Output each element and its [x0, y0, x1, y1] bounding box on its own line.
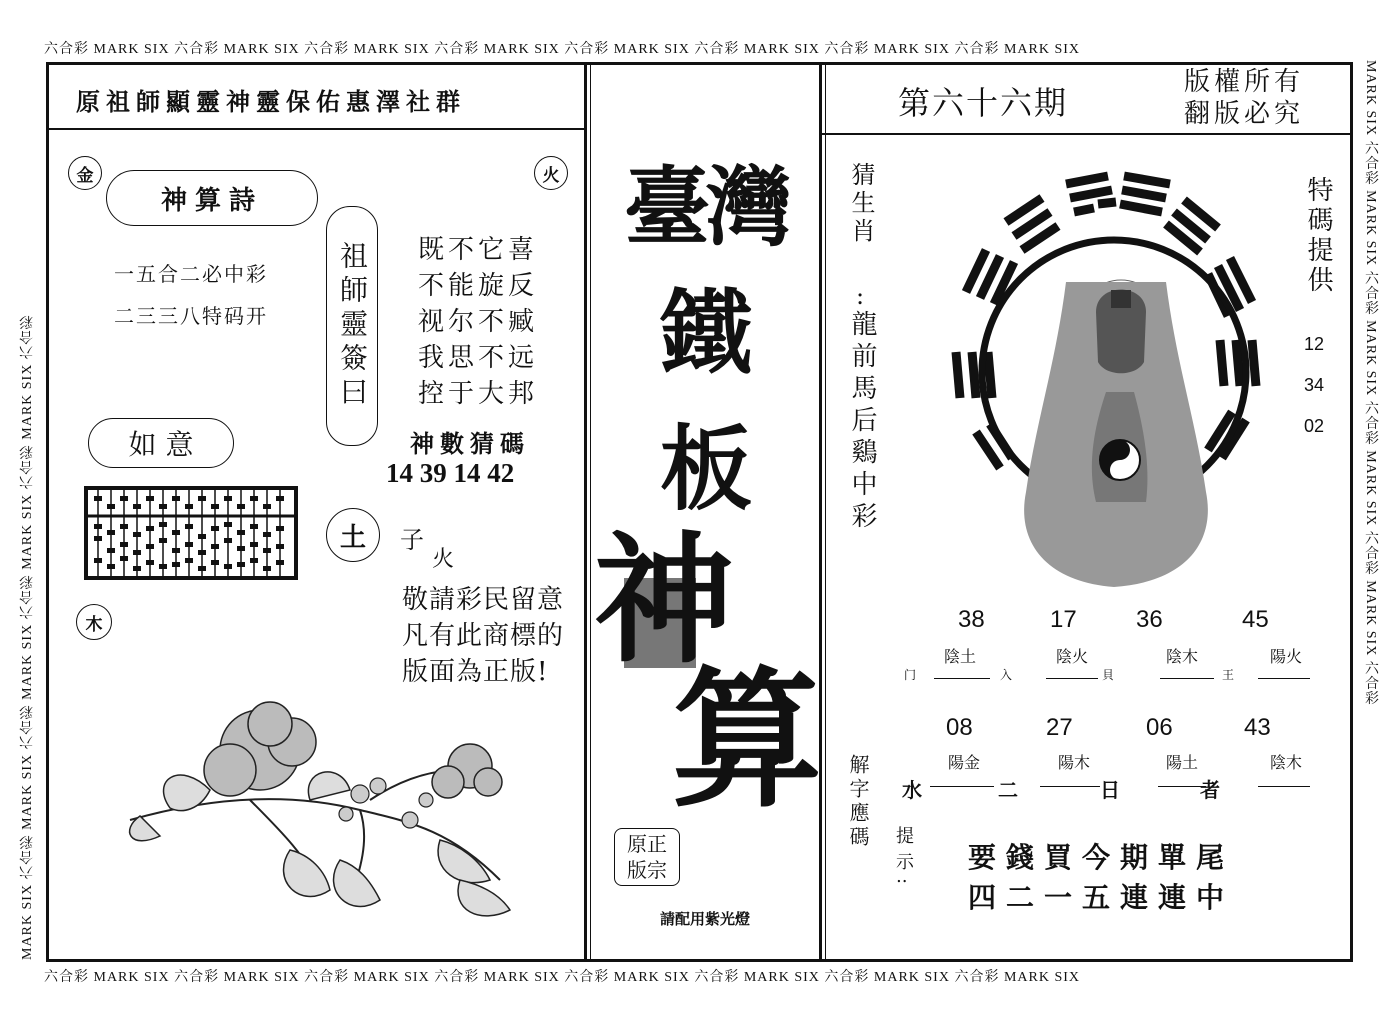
- zi-label: 子: [400, 526, 424, 554]
- row2-num-4: 43: [1244, 714, 1271, 741]
- poem-line-1: 一五合二必中彩: [114, 262, 268, 286]
- divider-left: [584, 62, 587, 962]
- row2-attr-4: 陰木: [1270, 753, 1303, 772]
- copyright-line: 版權所有: [1184, 67, 1305, 97]
- authentic-notice: [402, 582, 564, 690]
- uv-lamp-note: 請配用紫光燈: [660, 910, 751, 928]
- row2-blank: [930, 786, 994, 787]
- issue-number: 第六十六期: [898, 84, 1069, 122]
- special-number: 34: [1304, 375, 1325, 395]
- oracle-label: 祖師靈簽曰: [326, 206, 378, 446]
- row2-attr-3: 陽土: [1166, 753, 1199, 772]
- row1-blank: [934, 678, 990, 679]
- zodiac-hint: 龍前馬后鷄中彩: [847, 310, 877, 534]
- row1-blank: [1160, 678, 1214, 679]
- title-board: 板: [659, 415, 752, 523]
- row2-attr-1: 陽金: [948, 753, 981, 772]
- border-right-text: MARK SIX 六合彩 MARK SIX 六合彩 MARK SIX 六合彩 MARK SIX 六合彩 MARK SIX 六合彩: [1363, 60, 1378, 706]
- copyright-line: 翻版必究: [1184, 99, 1305, 129]
- flower-illustration: [110, 690, 530, 930]
- row2-char-2: 二: [998, 778, 1018, 802]
- notice-line: 版面為正版!: [402, 657, 549, 687]
- row2-attr-2: 陽木: [1058, 753, 1091, 772]
- row2-num-1: 08: [946, 714, 973, 741]
- row2-blank: [1158, 786, 1206, 787]
- stamp-line: 版宗: [627, 858, 667, 882]
- element-gold: 金: [68, 156, 102, 190]
- row1-blank: [1046, 678, 1098, 679]
- row1-num-2: 17: [1050, 606, 1077, 633]
- row1-char-1: 门: [904, 668, 917, 682]
- huo-label: 火: [432, 547, 455, 572]
- zodiac-colon: :: [856, 282, 865, 310]
- oracle-line: 不能旋反: [418, 271, 539, 301]
- row2-blank: [1258, 786, 1310, 787]
- title-iron: 鐵: [659, 279, 752, 387]
- row1-blank: [1258, 678, 1310, 679]
- border-bottom-text: 六合彩 MARK SIX 六合彩 MARK SIX 六合彩 MARK SIX 六合彩 MARK SIX 六合彩 MARK SIX 六合彩 MARK SIX 六合彩 MARK SIX 六合彩 MARK SIX: [44, 970, 1081, 985]
- notice-line: 凡有此商標的: [402, 621, 565, 651]
- title-calc: 算: [672, 652, 823, 828]
- stamp-line: 原正: [627, 832, 667, 856]
- hint-line-2: 四二一五連連中: [968, 881, 1235, 914]
- border-left-text: MARK SIX 六合彩 MARK SIX 六合彩 MARK SIX 六合彩 MARK SIX 六合彩 MARK SIX 六合彩: [20, 314, 35, 960]
- row1-num-4: 45: [1242, 606, 1269, 633]
- oracle-line: 视尔不臧: [418, 307, 539, 337]
- abacus-illustration: [84, 486, 298, 580]
- row1-num-1: 38: [958, 606, 985, 633]
- bagua-deity-illustration: [946, 162, 1282, 592]
- element-earth: 土: [326, 508, 380, 562]
- hint-label: 提示:: [893, 826, 914, 893]
- element-wood: 木: [76, 604, 112, 640]
- authentic-stamp: [614, 828, 680, 886]
- hint-line-1: 要錢買今期單尾: [968, 841, 1235, 874]
- title-taiwan: 臺灣: [624, 157, 788, 258]
- row1-char-4: 王: [1222, 668, 1235, 682]
- special-number: 12: [1304, 334, 1325, 354]
- divider-right-inner: [825, 62, 826, 962]
- title-divine: 神: [594, 519, 735, 683]
- oracle-line: 既不它喜: [418, 235, 539, 265]
- special-number: 02: [1304, 416, 1325, 436]
- row1-attr-1: 陰土: [944, 647, 977, 666]
- decode-label: 解字應碼: [846, 754, 870, 850]
- row2-num-2: 27: [1046, 714, 1073, 741]
- row1-char-3: 貝: [1102, 668, 1115, 682]
- row2-char-1: 水: [902, 778, 922, 802]
- row1-char-2: 入: [1000, 668, 1013, 682]
- border-top-text: 六合彩 MARK SIX 六合彩 MARK SIX 六合彩 MARK SIX 六合彩 MARK SIX 六合彩 MARK SIX 六合彩 MARK SIX 六合彩 MARK SIX 六合彩 MARK SIX: [44, 42, 1081, 57]
- row2-blank: [1040, 786, 1100, 787]
- row2-char-3: 日: [1100, 778, 1120, 802]
- guess-numbers: 14 39 14 42: [386, 458, 515, 488]
- left-header: 原祖師顯靈神靈保佑惠澤社群: [76, 87, 466, 116]
- special-code-label: 特碼提供: [1303, 176, 1333, 296]
- row1-num-3: 36: [1136, 606, 1163, 633]
- row1-attr-2: 陰火: [1056, 647, 1089, 666]
- row1-attr-3: 陰木: [1166, 647, 1199, 666]
- left-header-rule: [46, 128, 586, 130]
- oracle-line: 我思不远: [418, 343, 539, 373]
- ruyi-label: 如 意: [88, 418, 234, 468]
- row2-char-4: 者: [1200, 778, 1220, 802]
- guess-zodiac-label: 猜生肖: [847, 162, 875, 246]
- notice-line: 敬請彩民留意: [402, 585, 565, 615]
- poem-line-2: 二三三八特码开: [114, 304, 268, 328]
- poem-title: 神算詩: [106, 170, 318, 226]
- right-header-rule: [822, 133, 1353, 135]
- oracle-line: 控于大邦: [418, 379, 539, 409]
- element-fire: 火: [534, 156, 568, 190]
- oracle-lines: [418, 232, 538, 412]
- guess-label: 神數猜碼: [410, 429, 530, 458]
- special-code-numbers: [1304, 324, 1324, 447]
- copyright-notice: [1184, 66, 1304, 130]
- row2-num-3: 06: [1146, 714, 1173, 741]
- row1-attr-4: 陽火: [1270, 647, 1303, 666]
